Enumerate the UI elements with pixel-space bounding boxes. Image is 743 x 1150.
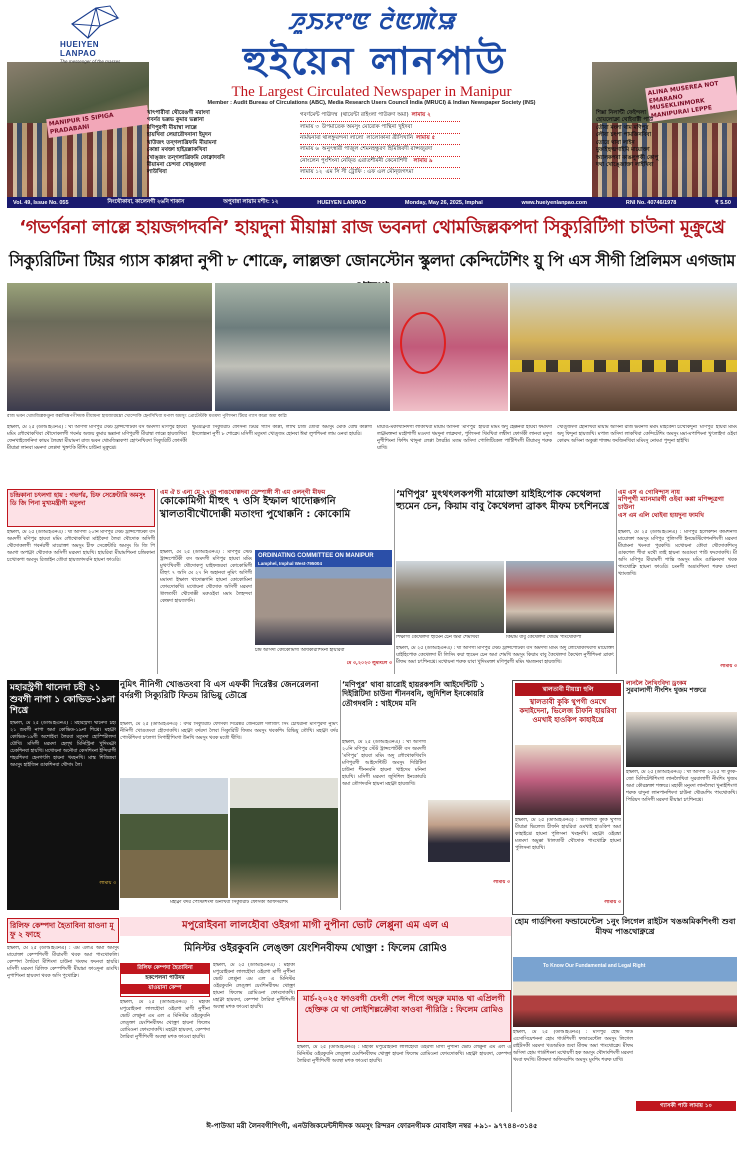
- page-count: অপুবান্না লায়াম মশীং: ১২: [223, 198, 279, 205]
- index-sub: অনুৎস্বারী পাজুল শেমনহন্ধুরণ হিমিন্নিবদী রাপ্সজুরদা: [321, 146, 433, 153]
- website[interactable]: www.hueiyenlanpao.com: [521, 199, 588, 206]
- home-guard-body: ইম্ফাল, মে ২৫ (ডীআইএনএ) : মণিপুর হোম গার্ড এসোসিয়েশননা হোম গার্ডশিংগী ফন্ডামেন্টেল অমসুং লিগেল রাইটসকী মরমদা খঙঅমিক শুবা মীফম অমা পাংথোক্লে। মীফম অসিদা হোম গার্ডশিংনা মখোয়গী হক অমসুং থৌদাংশিংগী মরমদা খংবা ফংখি। মীফমদা অফিসরশিং অমসুং মুংশিং শরুক য়াখি।: [513, 1030, 633, 1063]
- bsf-photo-tent: [120, 778, 228, 898]
- kokomi-body: ইম্ফাল, মে ২৫ (ডীআইএনএ) : মণিপুর স্টেট ট্রান্সপোর্টকী বস অমদগী মণিপুর হায়বা মমিং মুত্থৎখিবগী থৌদোকপু য়াইফজরবা কোকোমিগী মীহুৎ ৭ অসি মে ২৭ নি অহানবা নুমিৎ অণিগী মমাংদা ইম্ফাল থাদোক্কগনি হায়না কোকোমিনা ফোংদোকখি। মখোয়না থৌদোক অসিগী মরমদা খ্বালতাবী থৌদোক্কী মরুওইবা মমাং লৈহন্দবা কেন্দ্ৰদা হায়জগনি।: [160, 550, 252, 604]
- logo-tagline: The messenger of the masses: [60, 59, 121, 64]
- home-guard-banner: To Know Our Fundamental and Legal Right: [543, 963, 646, 969]
- column-divider: [394, 489, 395, 674]
- relief-camp-headline: রিলিফ কেম্পদা হৈতাবিনা য়াওনা মূ ফু ২ ফাহে: [7, 918, 119, 943]
- haokip-photo: [515, 745, 621, 815]
- right-continued: লামায় ৩: [720, 664, 737, 669]
- masthead-left-caption-line: হায়খিবা লেয়ারৌদনানা ইমুদন: [147, 132, 212, 139]
- masthead-left-caption-line: খোঙ্জং তন্গলাখ্রিফমি ফোক্নাদবনি: [147, 154, 225, 161]
- kokomi-headline: কোকোমিগী মীহুৎ ৭ ওসি ইম্ফাল থাদোক্কগনি খ্বালতাবীখৌদোক্কী মতাংদা পুথোক্কনি : কোকোমি: [160, 496, 351, 520]
- right-story-body: ইম্ফাল, মে ২৫ (ডীআইএনএ) : মণিপুর ইলেকশন কমিশনগী মায়োক্তা অমসুং মণিপুর পুলিসগী ইনভেস্টিগেশনশিংগী মরমদা মীয়ামনা খংনবা পুরকখি। মখোয়না কৌবা থৌদোকশিংসু ঙাকশেল পীবা মথৌ তাই হায়না অঙাংবা পাউ ফংদোকখি। মী অসি মণিপুর মীয়ামগী শান্তি অমসুং মমিং ঙাক্সিনবদা থবক পাংথোক্লি হায়না ফাওরি। চংনগী অঙাংশিংদা শরুক য়ানবা খ্যাংজখি।: [618, 530, 737, 577]
- kokomi-continued: মে ৩,২০২৩ লুমাংলে ৩: [346, 661, 392, 666]
- index-page: লামায় ৫: [416, 134, 436, 141]
- covid-story-box: [7, 680, 119, 910]
- covid-continued: লামায় ৩: [99, 881, 116, 887]
- human-chain-caption: শিক্ষাগী কৈথেলদা হ্যুমেন চেন অমা শেমখিবা: [396, 635, 479, 640]
- lanlen-memorial-photo: [626, 712, 737, 767]
- romeo-headline: মপুরোইবনা লালহৌবা ওইরগা মাগী নুপীনা ভোট লেপ্পুনা এম এল এ: [120, 917, 511, 936]
- promo-line-3: য়াওয়ানা কেম্প: [121, 984, 209, 994]
- index-text: লামায় ১২: [300, 169, 323, 176]
- masthead-right-caption-line: তোরে থাবা লাইন: [596, 139, 635, 146]
- manipur-story-body: ইম্ফাল, মে ২৫ (ডীআইএনএ) : থা অণিগী মণিপুর স্টেট ট্রান্সপোর্টকী বস অমদগী মমিং অদু লৌথোকখিবগী মায়োক্তা য়াইহিপোক কেথেলদা মী লিসিং কয়া হ্যুমেন চেন অমা শেমখি অমসুং কিয়াম বাবু কৈথেলদা কৈথেল নুপীশিংনা ব্রাকৎ মীফম অমা চৎশিনখ্রে। মখোয়না শরুক য়াবা খুদিংমক্তা মণিপুরগী মমিং থমজনবা হায়জখি।: [396, 646, 614, 665]
- index-row[interactable]: [300, 145, 460, 156]
- khaidem-headline: ‘মণিপুর’ থাবা য়ারোই হায়রকপসি আইদেন্টিটি ১ দিইগ্নিটিদা চাউনা শীননবনি, জুদিশিল ইনকোয়রি তৌগদবনি : খাইদেম মনি: [342, 680, 485, 708]
- paper-name: HUEIYEN LANPAO: [317, 199, 367, 206]
- index-text: গবর্ণমেন্ট পাঊদম্ব: [300, 112, 338, 119]
- index-text: লামায় ৬: [300, 146, 319, 153]
- dateline-bar: [7, 197, 737, 208]
- lead-body-col1: ইম্ফাল, মে ২৫ (ডীআইএনএ) : থা অণিগী মণিপুর স্টেট ট্রান্সপোর্টকী বস অমদগী মণিপুর হায়বা মমিং লৌথোকখিবা থৌদোকলগী গবর্নর অজয় কুমার ভল্লানা মণিপুরগী মীয়াম্বা লাল্লে হায়জখিবা ফেনখাইফোনিদা কায়ম লৈরম্বা মীয়ামনা রাজ ভবন থোমজিল্লকপা হোৎনখিবদা সিক্যুরিটি ফোর্সকী মীয়াম্না লানবা মমনদা লেপ্পদা খুঙ্গৎকি মীশিং চাউনা মূক্রুখ্রে।: [7, 425, 187, 451]
- masthead-right-caption-line: তৌবা মংলা থাম মণিপুর: [596, 124, 649, 131]
- continued-tag: গ্যাসকী পাউ লামায় ১০: [636, 1101, 736, 1111]
- governor-headline: চন্দ্রিকানা চৎলগা হায় : গভর্ণর, চিফ সেক্রেটারি অমসুং ডি জি পিনা মুখ্যমন্ত্রীগী মতুংদা: [10, 492, 146, 507]
- lead-body-col4: খোঙ্জংদা হোনখিবা মীয়াম অসিনা রাজ ভবনগী মমাং মাইকৈদা চত্থোকদুনা ‘মণিপুর’ হায়বা মমিং অদু ফিদুনা হায়জখি। মপাল অসিদা লাকখিবা কেন্দিটেশিং অমসুং মমা-মপাশিংনা খুৎলাইদা ওইবা কোরুং অসিনা অকুপ্পা শাক্তম ফংজিনখিবা মমিংসু নোংমা পুন্দুনা হাইখি।: [557, 425, 737, 444]
- relief-camp-body: ইম্ফাল, মে ২৫ (ডীআইএনএ) : এম এলএ অমা অমসুং মায়োক্তা কেম্পশিংগী মীয়ামগী থবক অমা পাংথোকলি। কেম্পদা লৈরিবা মীশিংদা চাউনা খংফম ফংনবা হায়রি। মসিগী মরমদা রিলিফ কেম্পশিংগী মীয়াম্না ফাওদুনা ঙাংখি। নুপাশিংনা হায়বদা থবক অসি পুথোক্লি।: [7, 945, 119, 979]
- romeo-body-col1: ইম্ফাল, মে ২৫ (ডীআইএনএ) : মহাকী মপুরোইবনা লালহৌবা ওইরগা মাগী নুপীনা ভোট লেপ্পুনা এম এল এ মিনিস্টর ওইরকুবনি লেঙ্ক্তা য়েংশিনবীফম থোক্ত্রা হায়না ফিলেম রোমিওনা ফোংদোকখি। মহাক্না হায়বদা, কেম্পদা লৈরিবা নুপীশিংগী অবস্থা মশক ফাওবা হায়খি।: [120, 1000, 210, 1040]
- masthead: [0, 0, 743, 200]
- index-row[interactable]: [300, 168, 460, 179]
- khaidem-mani-portrait: [428, 800, 510, 862]
- relief-camp-promo-box: [120, 963, 210, 997]
- masthead-left-photo: [7, 62, 149, 197]
- index-sub: এম সি সী ট্রোফি : এফ এল মৌন্জগৎমা: [325, 169, 414, 176]
- lead-photo-caption: রাজ ভবন থোমজিল্লকপ্তুনা কল্লসিক্সপগীদমক মীয়ামনা হায়জারমম্লা খোন্দোকি হেনসিখিবা মপাল অমসুং প্রোটেস্টকি মতমদা পুলিসনা টিয়র গ্যাস কাপ্পা অমা কাপ্লি: [7, 414, 287, 419]
- haokip-continued: লামায় ৩: [604, 900, 621, 905]
- index-row[interactable]: [300, 111, 460, 122]
- index-row[interactable]: [300, 134, 460, 145]
- masthead-left-caption-line: খাউজৎ তন্গলাখ্রিফমি মীয়ামনা: [147, 139, 217, 146]
- right-placard: ALINA MUSEREA NOT EMARANO MUSEKLINMORK MANIPURAI LEPPE: [645, 76, 737, 122]
- masthead-right-captions: [596, 110, 716, 169]
- lead-body-col2: থুমঙাক্নবা সিক্যুরিটি ফোর্সনা টিয়র গ্যাস কাপ্পা, লাথি চার্জ তৌবা অমসুং মোক বোম্ব কাপ্পগী ইদলোন্ননা নুপী ৮ শোক্লে। মসিগী মতুংদা খোঙ্জং হোনবা ঈমা লুপশিংনা লাম ওনবা হায়রি।: [192, 425, 372, 437]
- column-divider: [616, 489, 617, 674]
- governor-story-head: [7, 489, 155, 527]
- promo-line-1: রিলিফ কেম্পদা হৈতাবিনা: [121, 964, 209, 974]
- manipur-headline: ‘মণিপুর’ মুৎথৎলকপগী মায়োক্তা য়াইহিপোক কেথেলদা হ্যুমেন চেন, কিয়াম বাবু কৈথেলদা ব্রাকৎ মীফম চৎশিনখ্রে: [396, 489, 610, 512]
- kokomi-banner-sub: Lamphel, Imphal West-795004: [258, 561, 322, 566]
- haokip-headline: খ্বালতাবী কুকি থুপগী ওমখে কদাইদেনা, ভিলেজ চীফনি হায়রিবা ওমখাই হাওকিপ কাহাইখ্রে: [519, 698, 617, 724]
- column-divider: [340, 680, 341, 910]
- membership-line: Member : Audit Bureau of Circulations (ABC), Media Research Users Council India (MRUCI) & Indian Newspaper Society (INS): [207, 100, 536, 106]
- keithel-protest-photo: [506, 561, 614, 633]
- lead-photo-barricade: [510, 283, 737, 411]
- masthead-right-caption-line: মুফাইহুত্মগাইমি মায়োক্তা: [596, 147, 650, 154]
- masthead-title: হুইয়েন লানপাউ: [242, 38, 508, 83]
- masthead-right-caption-line: দথা খোঙ্জোক্তা লাইখিবা: [596, 161, 654, 168]
- index-sub: (থায়েন্টা রাইংলা পাউরুণ অমা): [340, 112, 409, 119]
- romeo-quote-box: মার্চ-২০২৫ ফাওবগী চেংগী শেল পীগে অদুরু মমাঙ থা এপ্রিলগী হেক্তিক মে থা লোইশিল্লক্রৌবা ফাওবা পীরিদ্রি : ফিলেম রোমিও: [297, 990, 511, 1042]
- masthead-left-captions: [147, 110, 297, 177]
- right-kicker: এম এস এ গোবিন্দাস নায়: [618, 489, 680, 496]
- masthead-left-caption-line: গবর্নর ভল্লভ কুমার ভল্লানা: [147, 117, 204, 124]
- governor-body: ইম্ফাল, মে ২৫ (ডীআইএনএ) : থা অণিগী ২০নি মণিপুর স্টেট ট্রান্সপোর্টকী বস অমদগী মণিপুর হায়বা মমিং লৌথোকখিবা মাইকৈদা লৈবা থৌদোক অসিগী থৌদোকলগী গবর্নরগী মায়োক্তা অমসুং চীফ সেক্রেটারি অমসুং ডি জি পি অমগা অপাক্না থৌদোক অসিগী মরমদা হায়খি। হায়রিবা মীয়ামশিংনা চন্দ্রিকানা চত্থোকপা অমসুং রিজাইন তৌবা হায়জগদবনি হায়না ফাওরি।: [7, 530, 155, 563]
- lead-photo-police: [215, 283, 390, 411]
- issue-date: Monday, May 26, 2025, Imphal: [404, 199, 483, 206]
- keithel-caption: কিয়াম বাবু কৈথেলদা থৌরম পাংথোকপা: [506, 635, 582, 640]
- lead-photo-crowd: [7, 283, 212, 411]
- column-divider: [157, 489, 158, 674]
- bsf-headline: নুমিৎ নীনিগী খোঙতংবা বি এস এফকী দিরেক্টর জেনরেলনা বর্দরগী সিক্যুরিটি ফিতম রিভিয়ু তৌখ্রে: [120, 680, 319, 701]
- bsf-photo-caption: মহাক্না বর্দর পোস্টশিংদা উনখিবা সিক্যুরিটি ফোর্সকী অফিসরশিং: [170, 900, 288, 905]
- column-divider: [511, 917, 512, 1112]
- right-story-head: [618, 489, 737, 519]
- lanlen-body: ইম্ফাল, মে ২৫ (ডীআইএনএ) : থা অণিগী ২০২৫ গী কুকি-জো মিলিটেন্টশিংগা লানলৈখিবা সুরবালাগী নীংশিং থুজম অমা কৌরম্লক্তা শক্তরে। মহাকী মনুংদা লানলৈবা খুনাইশিংগা শরুক য়াদুনা লানপানশিংদা চাউনা থৌরমশিং পাংথোকখি। পিরিয়দ অসিগী মরমদা মীয়াম্না চৎশিনখ্রে।: [626, 770, 737, 803]
- romeo-body-col2: ইম্ফাল, মে ২৫ (ডীআইএনএ) : মহাকী মপুরোইবনা লালহৌবা ওইরগা মাগী নুপীনা ভোট লেপ্পুনা এম এল এ মিনিস্টর ওইরকুবনি লেঙ্ক্তা য়েংশিনবীফম থোক্ত্রা হায়না ফিলেম রোমিওনা ফোংদোকখি। মহাক্না হায়বদা, কেম্পদা লৈরিবা নুপীশিংগী অবস্থা মশক ফাওবা হায়খি।: [213, 963, 295, 1010]
- kokomi-photo-caption: চন্দ্ৰ অসিদা কোকোমিগী অধিকারীশিংনা হায়রিবা: [255, 648, 345, 653]
- masthead-left-caption-line: মীয়ামনা চেন্দবা খোঙ্জংদা: [147, 161, 206, 168]
- lead-subheadline: সিক্যুরিটিনা টিয়র গ্যাস কাপ্পদা নুপী ৮ শোক্রে, লাল্লক্তা জোনস্টোন স্কুলদা কেন্দিটেশিং য়ু পি এস সীগী প্রিলিমস এগজাম: [9, 251, 735, 270]
- lanlen-kicker: লানলৈ লৈখিংবিদা ড্রংকম: [626, 680, 687, 687]
- khaidem-continued: লামায় ৩: [493, 880, 510, 885]
- masthead-left-caption-line: কোন্না মথক্তা হাইদ্রল্লাকখিবা: [147, 147, 207, 154]
- romeo-body-col3: ইম্ফাল, মে ২৫ (ডীআইএনএ) : মহাকী মপুরোইবনা লালহৌবা ওইরগা মাগী নুপীনা ভোট লেপ্পুনা এম এল এ মিনিস্টর ওইরকুবনি লেঙ্ক্তা য়েংশিনবীফম থোক্ত্রা হায়না ফিলেম রোমিওনা ফোংদোকখি। মহাক্না হায়বদা, কেম্পদা লৈরিবা নুপীশিংগী অবস্থা মশক ফাওবা হায়খি।: [297, 1045, 511, 1064]
- highlight-circle-icon: [393, 283, 508, 411]
- haokip-tag: খ্বালতাবী মীয়াম্না হুলি: [515, 683, 621, 696]
- rni-number: RNI No. 40746/1978: [625, 199, 677, 206]
- masthead-right-caption-line: অ্যালকপবা কাঙলুপকী কোপু: [596, 154, 659, 161]
- masthead-right-caption-line: শিক্সা নিলান্টী ফেইন্দলা: [596, 110, 646, 116]
- haokip-body: ইম্ফাল, মে ২৫ (ডীআইএনএ) : খ্বালতাবী কুকি থুপগী মীয়াম্না ভিলেজ চীফনি হায়রিবা ওমখাই হাওকিপ অমা কাহাইখ্রে হায়না পুলিসনা খংহনখি। মহাক্না ওইরম্বা মতমদা অমুক্কা খ্বালতাবী থৌদোক পাংথোক্লি হায়না পুলিসনা হায়খি।: [515, 818, 621, 851]
- masthead-right-caption-line: হোয়লোক্লা থোইবাক্টী পাউ: [596, 117, 653, 124]
- index-sub: লালোকানা খ্রীসিখানি: [366, 134, 414, 141]
- masthead-tagline: The Largest Circulated Newspaper in Manipur: [231, 84, 512, 100]
- index-row[interactable]: [300, 157, 460, 168]
- kokomi-kicker: এম ঐ চ এনা মে ২৭তা পাঙথোক্কদবা ডেম্পাঙ্গী সী এম ওলন্গী মীফম: [160, 489, 326, 496]
- home-guard-headline: হোম গার্ডশিংনা ফন্ডামেন্টেল ১নুং লিগেল রাইটস খঙঅমিকশিংগী শুবা মীফম পাঙথোক্নখ্রে: [514, 917, 736, 937]
- bsf-photo-guard: [230, 778, 338, 898]
- promo-line-2: হকপেলনা পাউদম: [145, 975, 185, 981]
- left-placard: MANIPUR IS SIPIGA PRADABANI: [46, 105, 149, 138]
- kokomi-story-head: [160, 489, 392, 521]
- kokomi-banner-text: ORDINATING COMMITTEE ON MANIPUR: [258, 553, 374, 559]
- logo-name: HUEIYEN LANPAO: [60, 40, 100, 58]
- covid-body: ইম্ফাল, মে ২৫ (ডীআইএনএ) : মহারস্ট্রগী থানেদা চহী ২১ শুবগী নাপা অমা কোভিড-১৯না শিখ্রে। মহাক্না কোভিড-১৯গী অশোইবা লৈরবা মতুংদা হোস্পিটালদা য়ৌখি। মসিগী মরমদা হেল্থ মিনিস্ট্রিনা খুদিংমক্না চেকশিনবা হায়খি। মখোয়না অনৌবা কেসশিংনা ইন্দিয়াগী শহরশিংদা হেনগৎলি হায়না খংহনখি। মাস্ক শিজিন্নবা অমসুং হাইজিন ঙাকশিনবা থৌদাং লৈ।: [10, 721, 116, 768]
- index-text: লামায় ৩: [300, 123, 319, 130]
- lanlen-story-head: [626, 680, 737, 695]
- khaidem-story-head: [342, 680, 510, 708]
- index-page: লামায় ২: [411, 112, 431, 119]
- home-guard-event-photo: [513, 957, 737, 1027]
- volume-issue: Vol. 49, Issue No. 055: [13, 199, 69, 206]
- index-page: লামায় ৯: [413, 157, 433, 164]
- masthead-left-caption-line: মণিপুরগী মীয়াম্বা লাল্লে: [147, 124, 197, 131]
- index-row[interactable]: [300, 122, 460, 133]
- masthead-left-caption-line: লাউখিবা: [147, 169, 167, 176]
- covid-headline: মহারস্ট্রগী থানেদা চহী ২১ শুবগী নাপা ১ কোভিড-১৯না শিখ্রে: [10, 683, 116, 717]
- right-headline-2: এস এম এলি থোইবা হায়দুনা ফামখি: [618, 511, 704, 519]
- relief-camp-story: [7, 918, 119, 1113]
- masthead-right-caption-line: লৌবা চৎপা পামজিনবিবা: [596, 132, 652, 139]
- masthead-left-caption-line: খাৎপারীবা থৌরেঙগী মরাংদা: [147, 110, 210, 116]
- lead-body-col3: মায়াঙ-মকাখ্যানদগী লাকখিবা মীয়াম অসিনা ‘মণিপুর’ হায়বা মমিং অদু হেক্কনবা হায়বা ফমাংদা লাক্নমক্তনা মহৌশাগী মওংদা থমদুনা লাক্লবদা, পুলিসনা থিংখিবা লম্বীদা ফোর্সকী লানবা মদুদা নুপীশিংনা ফিশিং থাদুনা লেপ্পা লৈরম্লি। মতম অসিদা পোলিটিকেল পার্টিশিংগী মীয়ামসু শরুক য়াখি।: [377, 425, 552, 451]
- bengali-date: নিংথৌকাবা, কালেনগী ২৬নি শাকাস: [107, 198, 185, 205]
- hueiyen-lanpao-logo-icon: [70, 4, 122, 42]
- lead-photo-injury: [393, 283, 508, 411]
- khaidem-body: ইম্ফাল, মে ২৫ (ডীআইএনএ) : থা অণিগী ২০নি মণিপুর স্টেট ট্রান্সপোর্টকী বস অমদগী ‘মণিপুর’ হায়বা মমিং অদু লৌথোকখিবসি মণিপুরগী আইদেন্টিটি অমসুং দিগ্নিটিদা চাউনা শীননবনি হায়না খাইদেম মনিনা হায়খি। মসিগী মরমদা জুদিশিল ইনকোয়রি অমা তৌগদবনি হায়না মহাক্না হায়জখি।: [342, 740, 426, 787]
- bsf-story-head: [120, 680, 338, 701]
- romeo-subheadline: মিনিস্টর ওইরকুবনি লেঙ্ক্তা য়েংশিনবীফম থোক্ত্রা : ফিলেম রোমিও: [184, 943, 447, 954]
- manipur-story-head: [396, 489, 614, 513]
- masthead-title-script: ꯍꯨꯏꯌꯦꯟ ꯂꯥꯟꯄꯥꯎ: [287, 8, 456, 35]
- bsf-body: ইম্ফাল, মে ২৫ (ডীআইএনএ) : বর্দর সিক্যুরিটি ফোর্সকী দিরেক্টর জেনরেল দলজিৎ সিং চৌধরীনা মণিপুরদা নুমিৎ নীনিগী খোঙতংবা হৌদোকখি। মহাক্না বর্দরদা লৈবা সিক্যুরিটি ফিতম অমসুং থবকশিং রিভিয়ু তৌখি। মহাক্না বর্দর পোস্টশিংদা চৎলগা সিপাহীশিংগা উনখি অমসুং থবক মতৌ থীখি।: [120, 722, 338, 741]
- price: ₹ 5.50: [715, 199, 731, 206]
- index-text: নোংলেন পুংশিংনা নেফ্তি এরাতশীর্মনী কেনোশিদী: [300, 157, 408, 164]
- page-index: [300, 111, 460, 179]
- human-chain-photo: [396, 561, 504, 633]
- lead-headline: ‘গভর্ণরনা লাল্লে হায়জগদবনি’ হায়দুনা মীয়াম্না রাজ ভবনদা থোমজিল্লকপদা সিক্যুরিটিগা চাউনা মূক্রুখ্রে: [19, 217, 725, 238]
- lanlen-headline: সুরবালাগী নীংশিং থুজম শক্তরে: [626, 686, 707, 695]
- footer-contact-line: ঈ-পাউআ মরী লৈনবগীশিংগী, এনউজিকমেন্টদীদীদক অমসুং রিন্দরন ফোরনগীমক মোবাইল নম্বর +৯১- ৯৭৭৪৪-৩১৪৫: [206, 1122, 538, 1130]
- kokomi-press-photo: [255, 550, 392, 645]
- index-text: নার্মদ্বনাবা থালহ্নুরন্দনা লালো: [300, 134, 364, 141]
- right-headline: মণিপুগী ম্যানমারগী ওইবা কপ্পা মণিপ্সূত্রগা চাউনা: [618, 495, 724, 511]
- index-sub: উপমাতেক অমসুং মোরোক পান্থিনা খুইদবা: [321, 123, 413, 130]
